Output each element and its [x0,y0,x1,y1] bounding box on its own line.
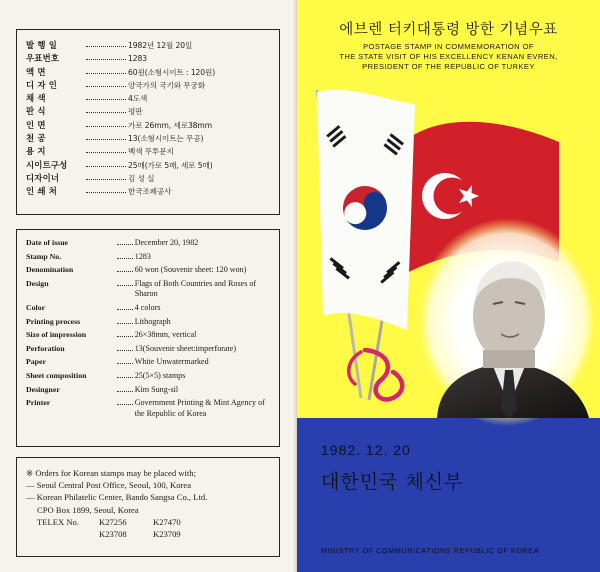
detail-value: Government Printing & Mint Agency of the Republic of Korea [134,398,265,418]
detail-value: 백색 무투문지 [128,147,174,157]
detail-row [26,252,273,263]
detail-label: 디 자 인 [26,79,58,90]
detail-value: 26×38mm, vertical [134,330,197,340]
detail-value: December 20, 1982 [134,238,199,247]
stamp-title-english: POSTAGE STAMP IN COMMEMORATION OF THE STATE VISIT OF HIS EXCELLENCY KENAN EVREN, PRESIDENT OF THE REPUBLIC OF TURKEY [339,42,558,72]
detail-row [26,105,271,118]
detail-row [26,238,273,249]
detail-value: 1283 [128,54,147,64]
detail-row [26,265,273,276]
telex-numbers [26,516,273,540]
detail-label: 인 쇄 처 [26,186,58,197]
detail-row [26,330,273,341]
detail-row [26,52,271,65]
telex-number: K27470 [153,516,181,527]
detail-value: 13(소형시이트는 무공) [128,134,204,144]
english-details-box [16,229,280,447]
detail-value: 김 성 실 [128,173,155,183]
stamp-title-korean: 에브렌 터키대통령 방한 기념우표 [339,22,558,38]
order-info-box [16,457,280,557]
telex-number: K27256 [99,516,127,527]
detail-label: 판 식 [26,106,46,117]
detail-row [26,145,271,158]
detail-row [26,159,271,172]
detail-value: 1982년 12월 20일 [128,41,193,50]
detail-label: Date of issue [26,238,69,247]
detail-row [26,92,271,105]
detail-row [26,119,271,132]
detail-row [26,66,271,79]
detail-value: 4도색 [128,94,148,104]
detail-value: 60 won (Souvenir sheet: 120 won) [134,265,247,275]
detail-label: Stamp No. [26,251,62,261]
detail-row [26,132,271,145]
korean-details-box [16,29,280,215]
detail-label: Design [26,278,49,288]
detail-label: 디자이너 [26,172,60,183]
detail-label: Desingner [26,384,60,394]
detail-label: Sheet composition [26,370,87,380]
detail-value: Flags of Both Countries and Roses of Sharon [134,278,257,299]
telex-label: TELEX No. [37,516,80,527]
detail-value: 4 colors [134,302,161,312]
detail-row [26,371,273,382]
detail-value: 한국조폐공사 [128,187,172,197]
order-address-line: — Korean Philatelic Center, Bando Sangsa Co., Ltd. [26,492,208,503]
telex-number: K23708 [99,528,127,539]
detail-label: 우표번호 [26,53,60,64]
detail-value: 평판 [128,107,143,117]
left-page [0,0,294,572]
detail-label: 발 행 일 [26,40,58,50]
order-intro: ※ Orders for Korean stamps may be placed with; [26,468,196,478]
detail-value: 13(Souvenir sheet:imperforate) [134,343,237,353]
right-page [297,0,600,572]
detail-value: Kim Sung-sil [134,384,179,394]
detail-label: Denomination [26,265,74,275]
detail-label: Printer [26,398,51,408]
detail-value: 1283 [134,251,151,261]
detail-value: 가로 26mm, 세로38mm [128,120,212,130]
detail-value: Lithograph [134,316,171,326]
issue-date: 1982. 12. 20 [321,442,411,458]
detail-label: 채 색 [26,93,46,104]
detail-row [26,79,271,92]
detail-label: Paper [26,357,46,367]
publisher-english: MINISTRY OF COMMUNICATIONS REPUBLIC OF KOREA [321,546,540,555]
detail-row [26,279,273,300]
detail-row [26,172,271,185]
detail-label: 용 지 [26,146,46,157]
detail-row [26,303,273,314]
detail-label: Printing process [26,316,81,326]
detail-row [26,39,271,52]
publisher-korean: 대한민국 체신부 [321,471,464,493]
detail-row [26,317,273,328]
detail-value: 60원(소형시이트 : 120원) [128,67,216,77]
detail-row [26,185,271,198]
detail-row [26,398,273,419]
detail-label: 시이트구성 [26,159,68,170]
detail-label: Perforation [26,343,65,353]
detail-label: 천 공 [26,133,46,144]
detail-row [26,344,273,355]
order-address-line: — Seoul Central Post Office, Seoul, 100, Korea [26,480,192,491]
detail-value: 25매(가로 5매, 세로 5매) [128,160,213,170]
order-address-line: CPO Box 1899, Seoul, Korea [37,504,139,515]
detail-value: White Unwatermarked [134,357,209,367]
detail-row [26,357,273,368]
detail-row [26,385,273,396]
telex-number: K23709 [153,528,181,539]
detail-value: 양국가의 국기와 무궁화 [128,80,205,90]
detail-label: 액 면 [26,66,46,77]
detail-label: Color [26,302,46,312]
detail-value: 25(5×5) stamps [134,370,186,380]
detail-label: Size of impression [26,330,87,340]
detail-label: 인 면 [26,119,46,130]
